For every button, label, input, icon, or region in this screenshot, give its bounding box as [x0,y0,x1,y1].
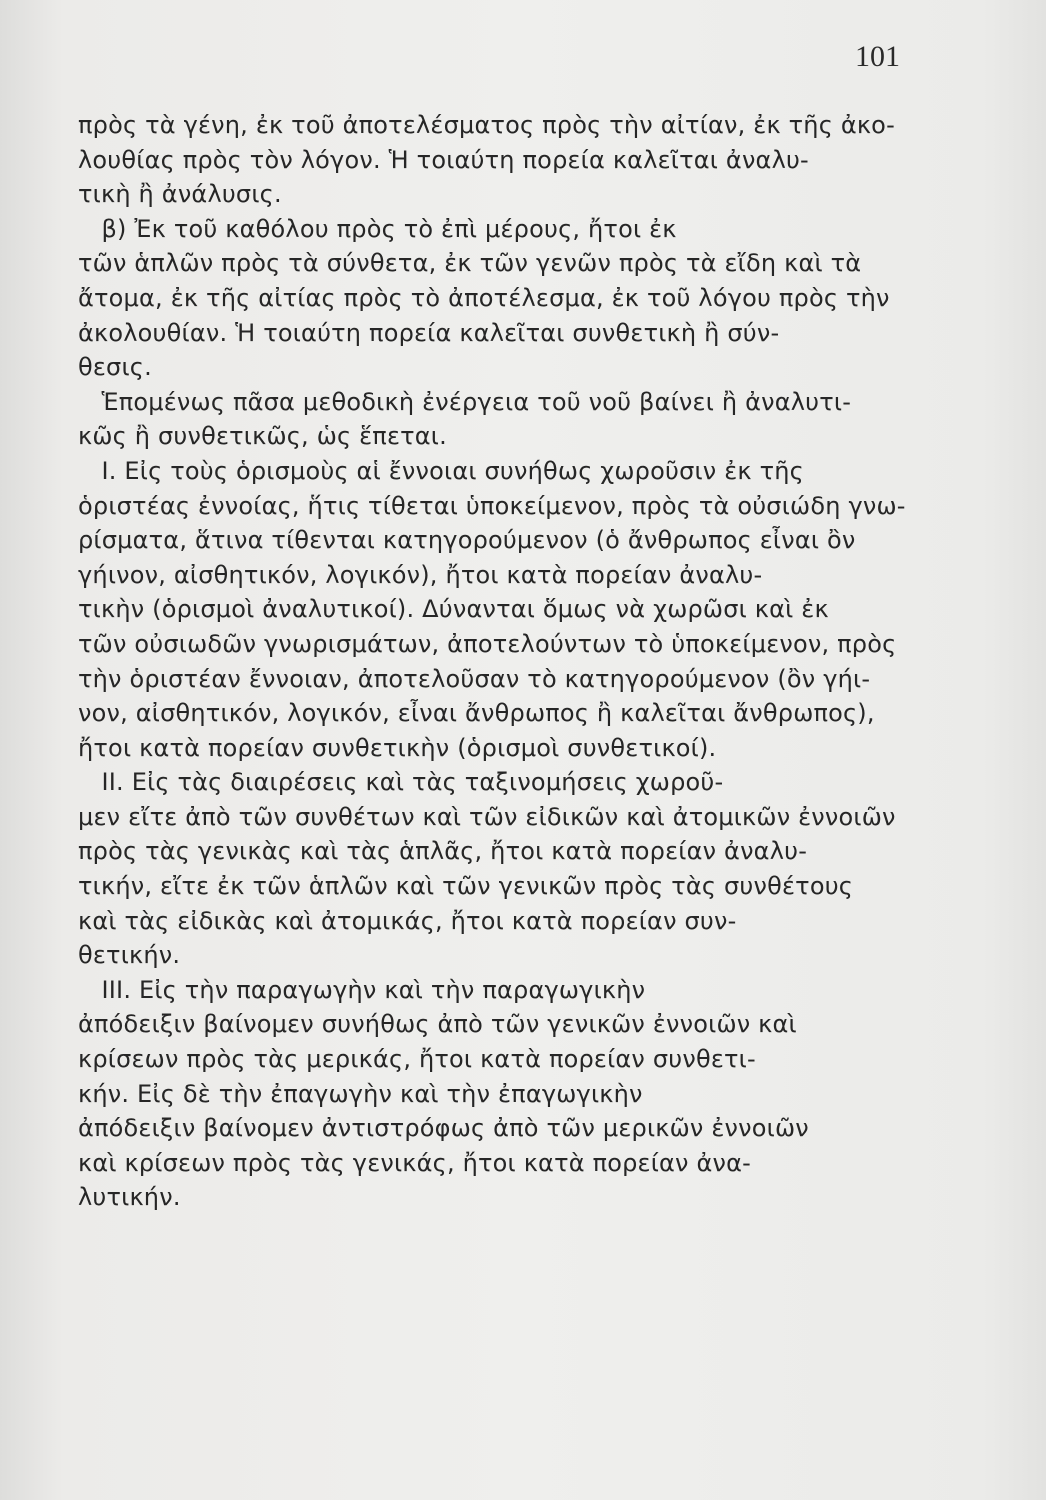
text-line: θεσις. [78,353,152,382]
text-line: τῶν οὐσιωδῶν γνωρισμάτων, ἀποτελούντων τὸ ὑποκείμενον, πρὸς [78,629,897,658]
text-line: πρὸς τὰ γένη, ἐκ τοῦ ἀποτελέσματος πρὸς τὴν αἰτίαν, ἐκ τῆς ἀκο- [78,111,895,139]
text-line: τὴν ὁριστέαν ἔννοιαν, ἀποτελοῦσαν τὸ κατηγορούμενον (ὂν γήι- [78,664,871,693]
text-line: τικὴ ἢ ἀνάλυσις. [78,180,282,209]
text-line: νον, αἰσθητικόν, λογικόν, εἶναι ἄνθρωπος ἢ καλεῖται ἄνθρωπος), [78,699,875,728]
text-line: β) Ἐκ τοῦ καθόλου πρὸς τὸ ἐπὶ μέρους, ἤτοι ἐκ [78,214,677,243]
page-number: 101 [855,40,900,73]
text-line: ἀκολουθίαν. Ἡ τοιαύτη πορεία καλεῖται συνθετικὴ ἢ σύν- [78,318,780,347]
text-line: κρίσεων πρὸς τὰς μερικάς, ἤτοι κατὰ πορείαν συνθετι- [78,1045,756,1074]
text-line: I. Εἰς τοὺς ὁρισμοὺς αἱ ἔννοιαι συνήθως χωροῦσιν ἐκ τῆς [78,456,804,485]
text-line: καὶ τὰς εἰδικὰς καὶ ἀτομικάς, ἤτοι κατὰ πορείαν συν- [78,906,737,935]
text-line: θετικήν. [78,941,181,970]
text-line: τῶν ἁπλῶν πρὸς τὰ σύνθετα, ἐκ τῶν γενῶν πρὸς τὰ εἴδη καὶ τὰ [78,249,862,278]
text-line: τικήν, εἴτε ἐκ τῶν ἁπλῶν καὶ τῶν γενικῶν πρὸς τὰς συνθέτους [78,872,854,901]
text-line: λυτικήν. [78,1183,181,1212]
text-line: ἤτοι κατὰ πορείαν συνθετικὴν (ὁρισμοὶ συνθετικοί). [78,733,717,762]
text-line: ἀπόδειξιν βαίνομεν ἀντιστρόφως ἀπὸ τῶν μερικῶν ἐννοιῶν [78,1114,809,1143]
text-line: κήν. Εἰς δὲ τὴν ἐπαγωγὴν καὶ τὴν ἐπαγωγικὴν [78,1079,643,1108]
text-line: ἄτομα, ἐκ τῆς αἰτίας πρὸς τὸ ἀποτέλεσμα, ἐκ τοῦ λόγου πρὸς τὴν [78,283,890,312]
text-line: πρὸς τὰς γενικὰς καὶ τὰς ἁπλᾶς, ἤτοι κατὰ πορείαν ἀναλυ- [78,837,808,866]
body-text [78,108,942,1215]
text-line: III. Εἰς τὴν παραγωγὴν καὶ τὴν παραγωγικὴν [78,975,646,1004]
text-line: ρίσματα, ἅτινα τίθενται κατηγορούμενον (ὁ ἄνθρωπος εἶναι ὂν [78,526,856,555]
text-line: γήινον, αἰσθητικόν, λογικόν), ἤτοι κατὰ πορείαν ἀναλυ- [78,560,763,589]
text-line: Ἑπομένως πᾶσα μεθοδικὴ ἐνέργεια τοῦ νοῦ βαίνει ἢ ἀναλυτι- [78,387,852,416]
text-line: ἀπόδειξιν βαίνομεν συνήθως ἀπὸ τῶν γενικῶν ἐννοιῶν καὶ [78,1010,797,1039]
text-line: II. Εἰς τὰς διαιρέσεις καὶ τὰς ταξινομήσεις χωροῦ- [78,768,724,797]
text-line: μεν εἴτε ἀπὸ τῶν συνθέτων καὶ τῶν εἰδικῶν καὶ ἀτομικῶν ἐννοιῶν [78,802,896,831]
text-line: κῶς ἢ συνθετικῶς, ὡς ἕπεται. [78,422,447,451]
text-line: λουθίας πρὸς τὸν λόγον. Ἡ τοιαύτη πορεία καλεῖται ἀναλυ- [78,145,809,174]
text-line: καὶ κρίσεων πρὸς τὰς γενικάς, ἤτοι κατὰ πορείαν ἀνα- [78,1148,751,1177]
text-line: ὁριστέας ἐννοίας, ἥτις τίθεται ὑποκείμενον, πρὸς τὰ οὐσιώδη γνω- [78,491,906,520]
text-line: τικὴν (ὁρισμοὶ ἀναλυτικοί). Δύνανται ὅμως νὰ χωρῶσι καὶ ἐκ [78,595,829,624]
